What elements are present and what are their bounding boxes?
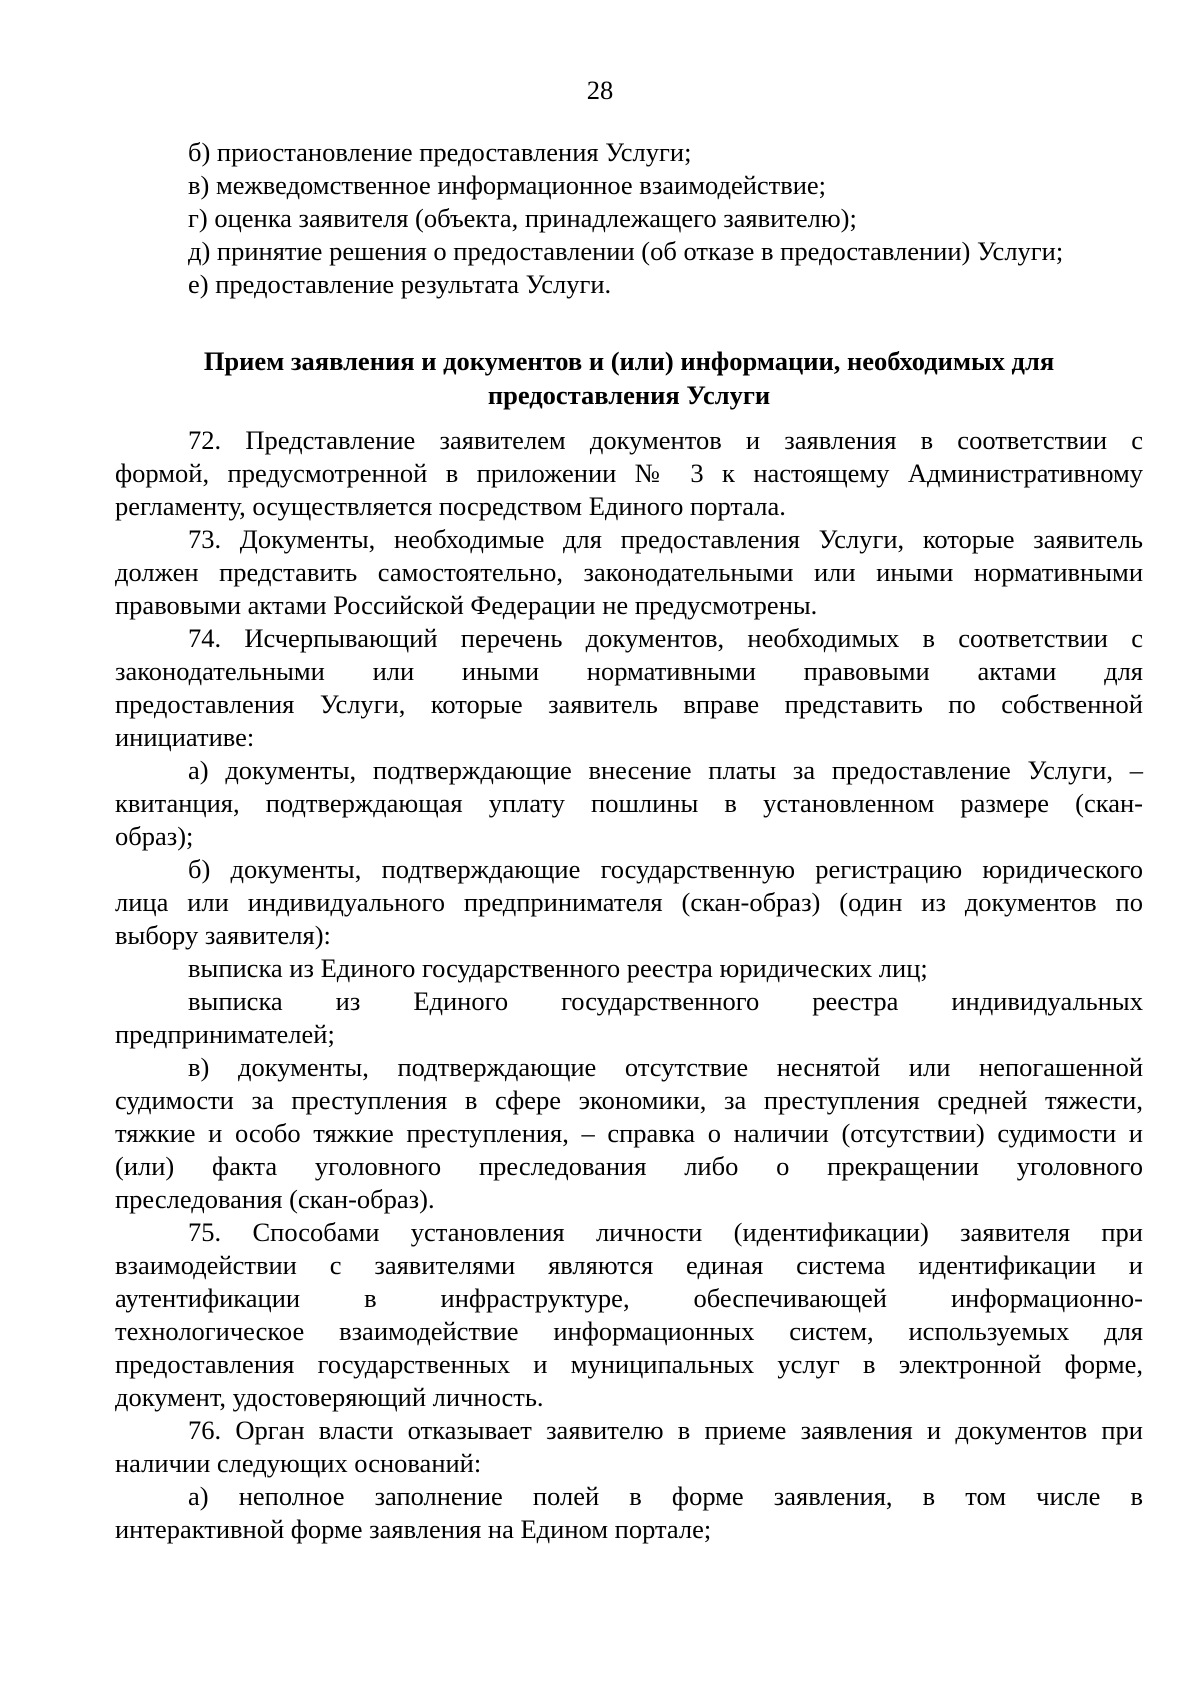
subparagraph-a-payment	[115, 754, 1143, 853]
text-line: инициативе:	[115, 722, 255, 752]
text-line: квитанция, подтверждающая уплату пошлины в установленном размере (скан-	[115, 788, 1143, 818]
list-item: в) межведомственное информационное взаимодействие;	[188, 170, 827, 200]
page-number: 28	[586, 75, 614, 105]
section-heading	[115, 344, 1143, 412]
text-line: регламенту, осуществляется посредством Единого портала.	[115, 491, 786, 521]
text-line: б) документы, подтверждающие государственную регистрацию юридического	[188, 854, 1143, 884]
text-line: формой, предусмотренной в приложении № 3 к настоящему Административному	[115, 458, 1143, 488]
text-line: в) документы, подтверждающие отсутствие неснятой или непогашенной	[188, 1052, 1143, 1082]
paragraph-73	[115, 523, 1143, 622]
section-heading-line: Прием заявления и документов и (или) информации, необходимых для	[203, 346, 1055, 376]
subparagraph-v-criminal-record	[115, 1051, 1143, 1216]
subparagraph-a-incomplete-form	[115, 1480, 1143, 1546]
paragraph-74	[115, 622, 1143, 754]
text-line: а) неполное заполнение полей в форме заявления, в том числе в	[188, 1481, 1143, 1511]
list-item: б) приостановление предоставления Услуги;	[188, 137, 692, 167]
paragraph-72	[115, 424, 1143, 523]
text-line: наличии следующих оснований:	[115, 1448, 482, 1478]
text-line: 72. Представление заявителем документов и заявления в соответствии с	[188, 425, 1143, 455]
text-line: образ);	[115, 821, 194, 851]
document-body	[115, 136, 1143, 1546]
text-line: законодательными или иными нормативными правовыми актами для	[115, 656, 1143, 686]
text-line: правовыми актами Российской Федерации не предусмотрены.	[115, 590, 818, 620]
text-line: 74. Исчерпывающий перечень документов, необходимых в соответствии с	[188, 623, 1143, 653]
text-line: взаимодействии с заявителями являются единая система идентификации и	[115, 1250, 1143, 1280]
text-line: аутентификации в инфраструктуре, обеспечивающей информационно-	[115, 1283, 1143, 1313]
procedure-list	[115, 136, 1143, 301]
text-line: документ, удостоверяющий личность.	[115, 1382, 544, 1412]
text-line: 73. Документы, необходимые для предоставления Услуги, которые заявитель	[188, 524, 1143, 554]
subparagraph-b-registration	[115, 853, 1143, 952]
text-line: выбору заявителя):	[115, 920, 331, 950]
text-line: судимости за преступления в сфере экономики, за преступления средней тяжести,	[115, 1085, 1143, 1115]
text-line: 76. Орган власти отказывает заявителю в приеме заявления и документов при	[188, 1415, 1143, 1445]
text-line: интерактивной форме заявления на Едином портале;	[115, 1514, 712, 1544]
text-line: предоставления Услуги, которые заявитель вправе представить по собственной	[115, 689, 1143, 719]
text-line: а) документы, подтверждающие внесение платы за предоставление Услуги, –	[188, 755, 1143, 785]
text-line: предоставления государственных и муниципальных услуг в электронной форме,	[115, 1349, 1143, 1379]
list-item: е) предоставление результата Услуги.	[188, 269, 612, 299]
text-line: 75. Способами установления личности (идентификации) заявителя при	[188, 1217, 1143, 1247]
paragraph-75	[115, 1216, 1143, 1414]
text-line: преследования (скан-образ).	[115, 1184, 435, 1214]
text-line: лица или индивидуального предпринимателя (скан-образ) (один из документов по	[115, 887, 1143, 917]
text-line: (или) факта уголовного преследования либо о прекращении уголовного	[115, 1151, 1143, 1181]
list-item: г) оценка заявителя (объекта, принадлежащего заявителю);	[188, 203, 857, 233]
text-line: выписка из Единого государственного реестра юридических лиц;	[188, 953, 928, 983]
extract-legal-entities	[115, 952, 1143, 985]
text-line: тяжкие и особо тяжкие преступления, – справка о наличии (отсутствии) судимости и	[115, 1118, 1143, 1148]
paragraph-76	[115, 1414, 1143, 1480]
text-line: должен представить самостоятельно, законодательными или иными нормативными	[115, 557, 1143, 587]
extract-entrepreneurs	[115, 985, 1143, 1051]
list-item: д) принятие решения о предоставлении (об отказе в предоставлении) Услуги;	[188, 236, 1064, 266]
section-heading-line: предоставления Услуги	[487, 380, 771, 410]
text-line: предпринимателей;	[115, 1019, 335, 1049]
text-line: выписка из Единого государственного реестра индивидуальных	[188, 986, 1143, 1016]
text-line: технологическое взаимодействие информационных систем, используемых для	[115, 1316, 1143, 1346]
